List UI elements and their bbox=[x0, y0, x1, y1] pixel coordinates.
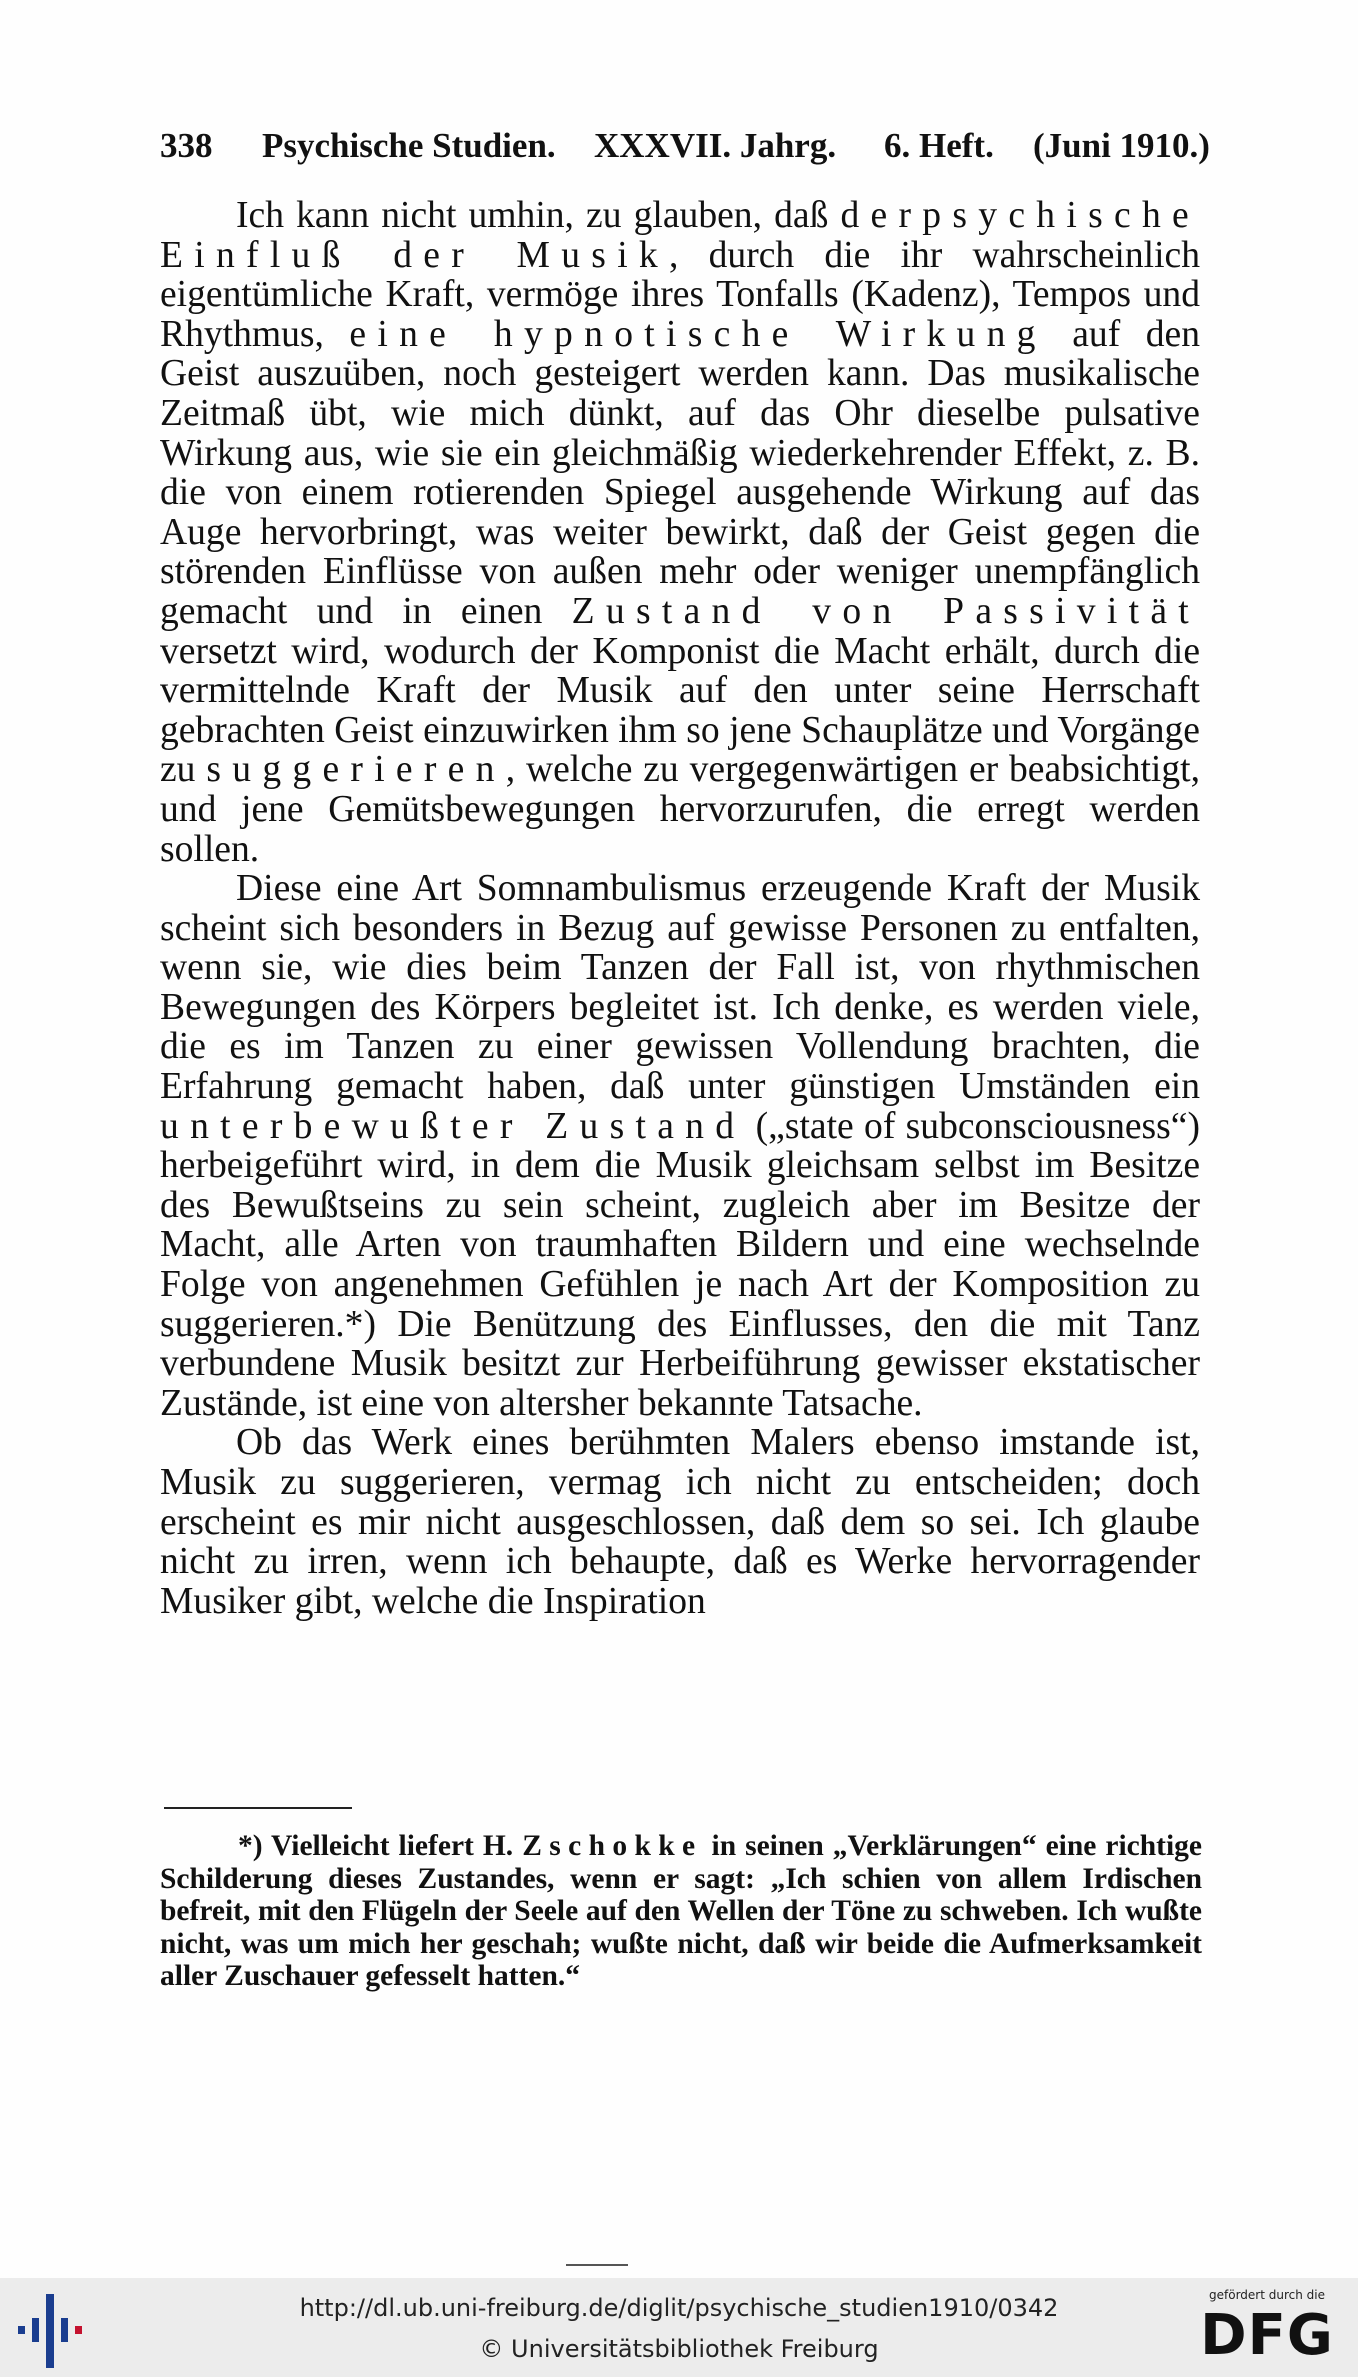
main-text bbox=[160, 196, 1200, 1621]
digitization-footer bbox=[0, 2278, 1358, 2377]
dfg-logo-text: DFG bbox=[1200, 2303, 1334, 2368]
copyright-notice: © Universitätsbibliothek Freiburg bbox=[479, 2335, 879, 2363]
volume-label: XXXVII. Jahrg. bbox=[594, 126, 837, 165]
spaced-emphasis: eine hypnotische Wirkung bbox=[349, 313, 1047, 355]
page-end-mark bbox=[566, 2264, 628, 2266]
spaced-emphasis: suggerieren bbox=[206, 749, 506, 791]
dfg-caption: gefördert durch die bbox=[1209, 2288, 1325, 2302]
issue-date: (Juni 1910.) bbox=[1033, 126, 1210, 165]
dfg-logo bbox=[1192, 2288, 1342, 2372]
spaced-emphasis: Zustand von Passivität bbox=[571, 590, 1200, 632]
issue-label: 6. Heft. bbox=[884, 126, 994, 165]
paragraph-2: Diese eine Art Somnambulismus erzeugende Kraft der Musik scheint sich besonders in Bezug auf gewisse Personen zu entfalten, wenn sie, wie dies beim Tanzen der Fall ist, von rhythmischen Bewegungen des Körpers begleitet ist. Ich denke, es werden viele, die es im Tanzen zu einer gewissen Vollendung brachten, die Erfahrung gemacht haben, daß unter günstigen Umständen ein unterbewußter Zustand („state of subconsciousness“) herbeigeführt wird, in dem die Musik gleichsam selbst im Besitze des Bewußtseins zu sein scheint, zugleich aber im Besitze der Macht, alle Arten von traumhaften Bildern und eine wechselnde Folge von angenehmen Gefühlen je nach Art der Komposition zu suggerieren.*) Die Benützung des Einflusses, den die mit Tanz verbundene Musik besitzt zur Herbeiführung gewisser ekstatischer Zustände, ist eine von altersher bekannte Tatsache. bbox=[160, 868, 1200, 1424]
footnote: *) Vielleicht liefert H. Zschokke in seinen „Verklärungen“ eine richtige Schilderung dieses Zustandes, wenn er sagt: „Ich schien von allem Irdischen befreit, mit den Flügeln der Seele auf den Wellen der Töne zu schweben. Ich wußte nicht, was um mich her geschah; wußte nicht, daß wir beide die Aufmerksamkeit aller Zuschauer gefesselt hatten.“ bbox=[160, 1830, 1203, 1993]
spaced-emphasis: derpsychische Einfluß der Musik bbox=[160, 195, 1200, 276]
paragraph-1: Ich kann nicht umhin, zu glauben, daß derpsychische Einfluß der Musik, durch die ihr wahrscheinlich eigentümliche Kraft, vermöge ihres Tonfalls (Kadenz), Tempos und Rhythmus, eine hypnotische Wirkung auf den Geist auszuüben, noch gesteigert werden kann. Das musikalische Zeitmaß übt, wie mich dünkt, auf das Ohr dieselbe pulsative Wirkung aus, wie sie ein gleichmäßig wiederkehrender Effekt, z. B. die von einem rotierenden Spiegel ausgehende Wirkung auf das Auge hervorbringt, was weiter bewirkt, daß der Geist gegen die störenden Einflüsse von außen mehr oder weniger unempfänglich gemacht und in einen Zustand von Passivität versetzt wird, wodurch der Komponist die Macht erhält, durch die vermittelnde Kraft der Musik auf den unter seine Herrschaft gebrachten Geist einzuwirken ihm so jene Schauplätze und Vorgänge zu suggerieren, welche zu vergegenwärtigen er beabsichtigt, und jene Gemütsbewegungen hervorzurufen, die erregt werden sollen. bbox=[160, 195, 1201, 870]
spaced-emphasis: Zschokke bbox=[522, 1830, 703, 1862]
footnote-divider bbox=[164, 1807, 352, 1809]
paragraph-3: Ob das Werk eines berühmten Malers ebenso imstande ist, Musik zu suggerieren, vermag ich nicht zu entscheiden; doch erscheint es mir nicht ausgeschlossen, daß dem so sei. Ich glaube nicht zu irren, wenn ich behaupte, daß es Werke hervorragender Musiker gibt, welche die Inspiration bbox=[160, 1422, 1200, 1622]
journal-title: Psychische Studien. bbox=[262, 126, 556, 165]
page-number: 338 bbox=[160, 126, 213, 165]
spaced-emphasis: unterbewußter Zustand bbox=[160, 1105, 746, 1147]
permalink[interactable]: http://dl.ub.uni-freiburg.de/diglit/psychische_studien1910/0342 bbox=[299, 2294, 1059, 2322]
